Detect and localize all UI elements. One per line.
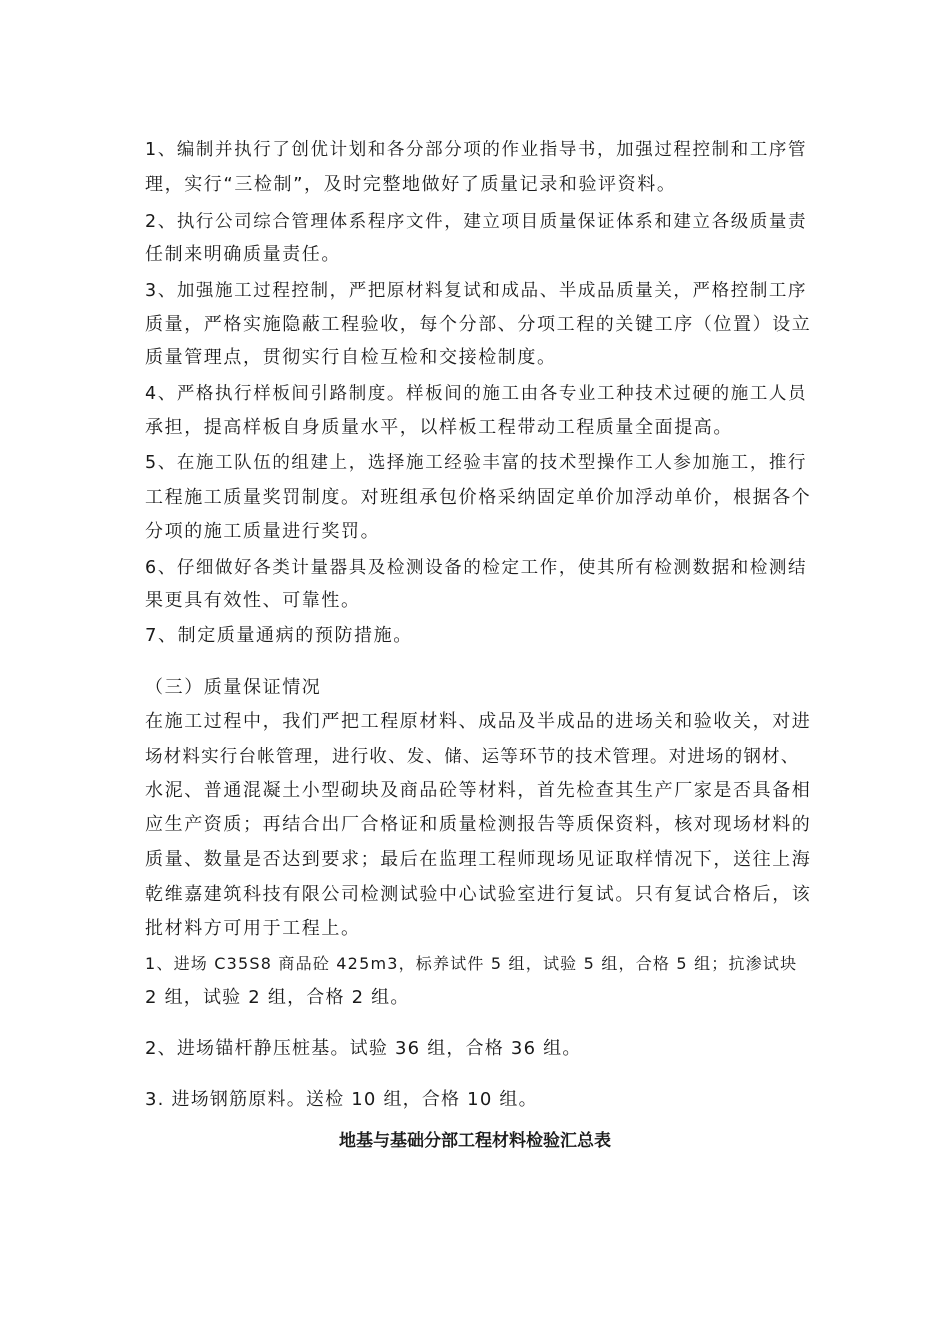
guarantee-line-1: 在施工过程中，我们严把工程原材料、成品及半成品的进场关和验收关，对进 (145, 711, 812, 732)
measure-line-6: 质量，严格实施隐蔽工程验收，每个分部、分项工程的关键工序（位置）设立 (145, 314, 812, 335)
item-line-2: 2 组，试验 2 组，合格 2 组。 (145, 987, 410, 1008)
guarantee-line-7: 批材料方可用于工程上。 (145, 918, 361, 939)
measure-line-11: 工程施工质量奖罚制度。对班组承包价格采纳固定单价加浮动单价，根据各个 (145, 487, 812, 508)
measure-line-5: 3、加强施工过程控制，严把原材料复试和成品、半成品质量关，严格控制工序 (145, 281, 808, 301)
guarantee-line-5: 质量、数量是否达到要求；最后在监理工程师现场见证取样情况下，送往上海 (145, 849, 812, 870)
guarantee-line-3: 水泥、普通混凝土小型砌块及商品砼等材料，首先检查其生产厂家是否具备相 (145, 780, 812, 801)
measure-line-14: 果更具有效性、可靠性。 (145, 590, 361, 611)
measure-line-2: 理，实行“三检制”，及时完整地做好了质量记录和验评资料。 (145, 174, 677, 195)
section-heading: （三）质量保证情况 (145, 677, 322, 698)
measure-line-15: 7、制定质量通病的预防措施。 (145, 625, 413, 646)
measure-line-10: 5、在施工队伍的组建上，选择施工经验丰富的技术型操作工人参加施工，推行 (145, 453, 808, 473)
measure-line-4: 任制来明确质量责任。 (145, 244, 341, 265)
measure-line-1: 1、编制并执行了创优计划和各分部分项的作业指导书，加强过程控制和工序管 (145, 140, 808, 160)
measure-line-9: 承担，提高样板自身质量水平，以样板工程带动工程质量全面提高。 (145, 417, 733, 438)
measure-line-12: 分项的施工质量进行奖罚。 (145, 521, 381, 542)
measure-line-3: 2、执行公司综合管理体系程序文件，建立项目质量保证体系和建立各级质量责 (145, 212, 808, 232)
measure-line-8: 4、严格执行样板间引路制度。样板间的施工由各专业工种技术过硬的施工人员 (145, 384, 808, 404)
guarantee-line-4: 应生产资质；再结合出厂合格证和质量检测报告等质保资料，核对现场材料的 (145, 814, 812, 835)
guarantee-line-6: 乾维嘉建筑科技有限公司检测试验中心试验室进行复试。只有复试合格后，该 (145, 884, 812, 905)
item-line-3: 2、进场锚杆静压桩基。试验 36 组，合格 36 组。 (145, 1038, 582, 1059)
item-line-4: 3. 进场钢筋原料。送检 10 组，合格 10 组。 (145, 1089, 538, 1110)
guarantee-line-2: 场材料实行台帐管理，进行收、发、储、运等环节的技术管理。对进场的钢材、 (145, 747, 800, 767)
measure-line-13: 6、仔细做好各类计量器具及检测设备的检定工作，使其所有检测数据和检测结 (145, 558, 808, 578)
measure-line-7: 质量管理点，贯彻实行自检互检和交接检制度。 (145, 347, 557, 368)
table-title: 地基与基础分部工程材料检验汇总表 (339, 1131, 611, 1151)
item-line-1: 1、进场 C35S8 商品砼 425m3，标养试件 5 组，试验 5 组，合格 5 组；抗渗试块 (145, 954, 798, 973)
